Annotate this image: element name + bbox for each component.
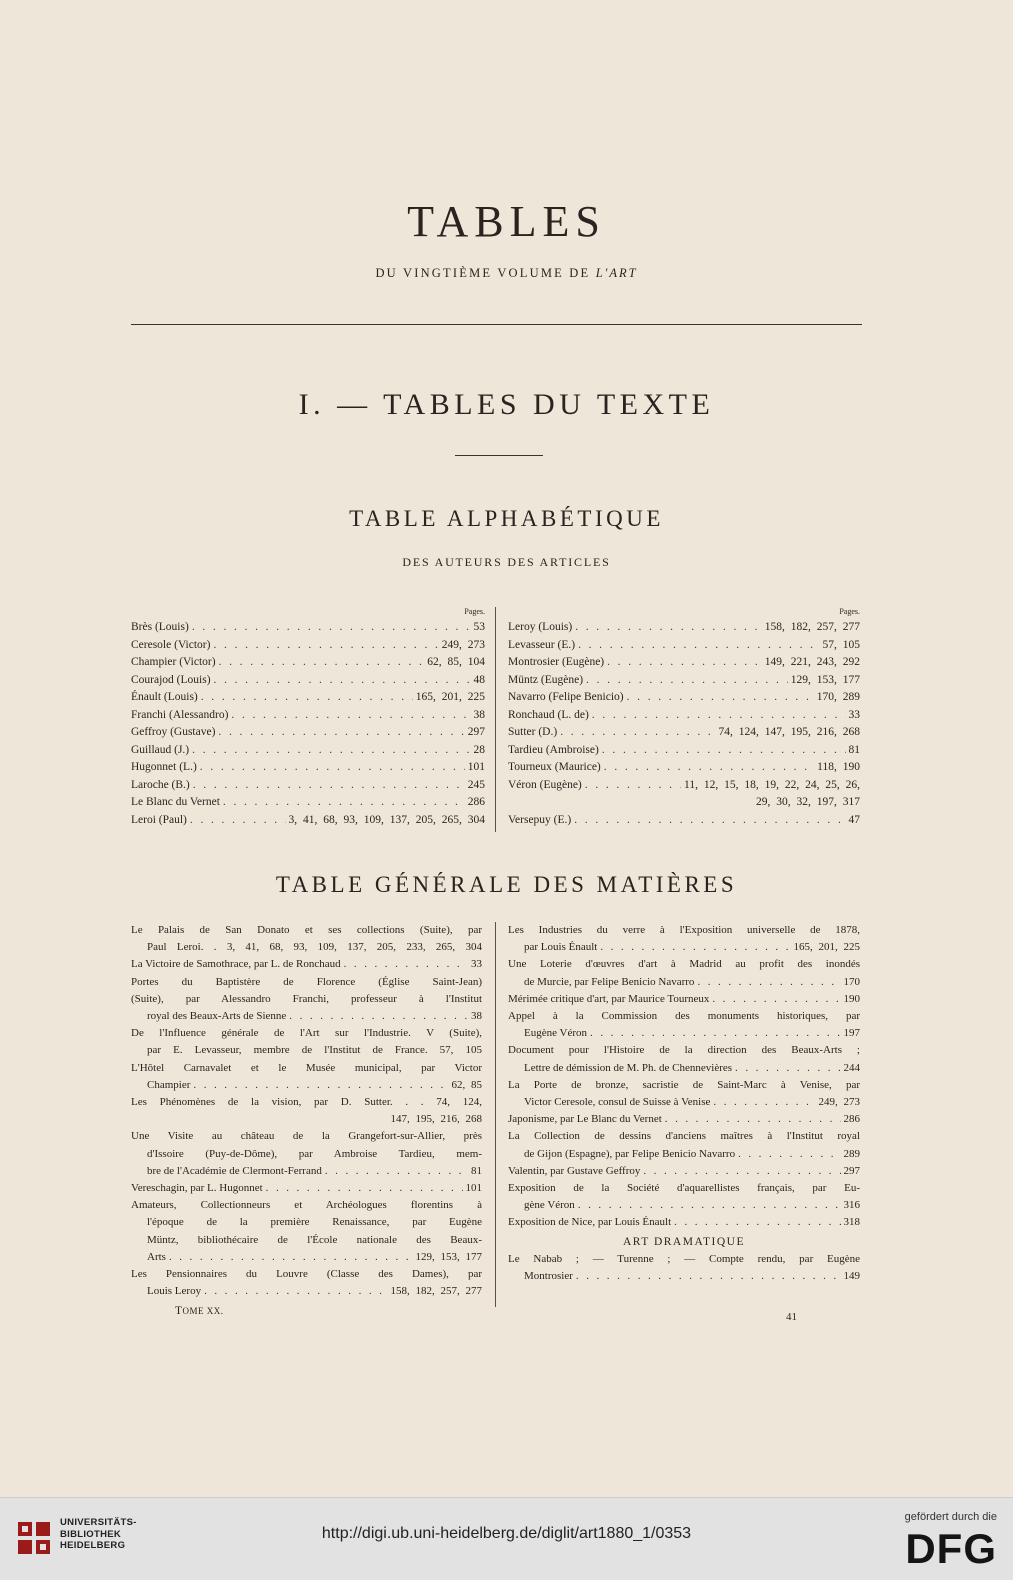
entry-row	[131, 724, 485, 742]
entry-name: Leroy (Louis)	[508, 621, 573, 633]
entry-pages: 245	[467, 778, 485, 791]
dot-leader	[218, 724, 464, 742]
library-name-line: BIBLIOTHEK	[60, 1528, 122, 1540]
entry-name: Müntz (Eugène)	[508, 673, 584, 686]
entry-row	[508, 1094, 860, 1111]
entry-name: Tourneux (Maurice)	[508, 761, 601, 773]
text-line: La Porte de bronze, sacristie de Saint-Marc à Venise, par	[508, 1078, 860, 1091]
dot-leader	[674, 1214, 840, 1231]
entry-name: Mérimée critique d'art, par Maurice Tourneux	[508, 992, 710, 1005]
dot-leader	[712, 991, 840, 1008]
text-line: Appel à la Commission des monuments historiques, par	[508, 1010, 860, 1023]
text-line: Exposition de la Société d'aquarellistes français, par Eu-	[508, 1182, 860, 1195]
entry-pages: 249, 273	[441, 638, 485, 651]
entry-pages: 57, 105	[822, 638, 860, 651]
entry-name: Vereschagin, par L. Hugonnet	[131, 1182, 263, 1195]
dot-leader	[223, 794, 465, 812]
text-line: Une Loterie d'œuvres d'art à Madrid au profit des inondés	[508, 958, 860, 971]
funding-label: gefördert durch die	[904, 1511, 997, 1523]
dot-leader	[231, 707, 470, 725]
entry-name: Valentin, par Gustave Geffroy	[508, 1164, 641, 1177]
dot-leader	[169, 1249, 413, 1266]
text-line: Müntz, bibliothécaire de l'École nationale des Beaux-	[147, 1233, 482, 1246]
entry-pages: 129, 153, 177	[790, 673, 860, 686]
entry-row	[508, 637, 860, 655]
dot-leader	[713, 1094, 815, 1111]
entry-pages: 11, 12, 15, 18, 19, 22, 24, 25, 26,	[684, 778, 860, 791]
entry-name: gène Véron	[524, 1199, 575, 1212]
authors-column-left	[131, 607, 485, 829]
entry-name: Ronchaud (L. de)	[508, 708, 589, 721]
page-subtitle	[0, 266, 1013, 281]
entry-name: Lettre de démission de M. Ph. de Chennevières	[524, 1061, 733, 1074]
entry-row	[508, 794, 860, 812]
dot-leader	[643, 1163, 840, 1180]
entry-row	[508, 1268, 860, 1285]
entry-pages: 158, 182, 257, 277	[390, 1285, 482, 1298]
text-line: d'Issoire (Puy-de-Dôme), par Ambroise Tardieu, mem-	[147, 1147, 482, 1160]
general-table-title: TABLE GÉNÉRALE DES MATIÈRES	[275, 872, 738, 897]
entry-row	[131, 637, 485, 655]
entry-pages: 297	[843, 1164, 860, 1177]
entry-pages: 29, 30, 32, 197, 317	[756, 796, 860, 808]
entry-row	[508, 1146, 860, 1163]
entry-name: bre de l'Académie de Clermont-Ferrand	[147, 1164, 322, 1177]
entry-name: Franchi (Alessandro)	[131, 708, 229, 721]
text-line: (Suite), par Alessandro Franchi, professeur à l'Institut	[131, 992, 482, 1005]
dfg-logo: DFG	[905, 1525, 997, 1572]
entry-pages: 38	[471, 1010, 482, 1023]
text-line: Les Phénomènes de la vision, par D. Sutter. . . 74, 124,	[131, 1096, 482, 1109]
entry-row	[131, 1180, 482, 1197]
dot-leader	[289, 1008, 468, 1025]
entry-name: Champier (Victor)	[131, 656, 216, 668]
entry-row	[131, 1249, 482, 1266]
entry-name: Tardieu (Ambroise)	[508, 743, 599, 756]
entry-row	[131, 742, 485, 760]
subtitle-italic: L'ART	[595, 266, 638, 280]
entry-pages: 3, 41, 68, 93, 109, 137, 205, 265, 304	[288, 813, 485, 826]
entry-row	[508, 1197, 860, 1214]
entry-row	[508, 707, 860, 725]
dot-leader	[738, 1146, 840, 1163]
dot-leader	[627, 689, 814, 707]
entry-row	[508, 939, 860, 956]
dot-leader	[204, 1283, 387, 1300]
entry-name: Véron (Eugène)	[508, 778, 582, 791]
entry-name: Le Blanc du Vernet	[131, 796, 220, 808]
viewer-footer	[0, 1497, 1013, 1580]
entry-name: de Murcie, par Felipe Benicio Navarro	[524, 975, 695, 988]
entry-name: Japonisme, par Le Blanc du Vernet	[508, 1113, 662, 1126]
entry-row	[508, 672, 860, 690]
entry-pages: 62, 85	[451, 1078, 482, 1091]
entry-pages: 249, 273	[818, 1096, 860, 1109]
entry-row	[131, 794, 485, 812]
entry-name: Brès (Louis)	[131, 621, 189, 633]
entry-pages: 38	[473, 708, 485, 721]
text-line: Les Pensionnaires du Louvre (Classe des Dames), par	[131, 1268, 482, 1281]
entry-pages: 170	[843, 975, 860, 988]
dot-leader	[607, 654, 762, 672]
entry-pages: 48	[473, 673, 485, 686]
entry-row	[131, 672, 485, 690]
entry-pages: 53	[473, 621, 485, 633]
entry-name: Courajod (Louis)	[131, 673, 211, 686]
text-line: De l'Influence générale de l'Art sur l'Industrie. V (Suite),	[131, 1027, 482, 1040]
dot-leader	[192, 742, 470, 760]
entry-name: Sutter (D.)	[508, 726, 558, 738]
entry-row	[131, 654, 485, 672]
dot-leader	[193, 1077, 448, 1094]
dot-leader	[576, 1268, 841, 1285]
contents-column-left	[131, 922, 482, 1300]
entry-row	[131, 1077, 482, 1094]
column-separator	[495, 922, 496, 1307]
dot-leader	[697, 974, 840, 991]
entry-pages: 81	[471, 1164, 482, 1177]
entry-row	[508, 777, 860, 795]
entry-pages: 318	[843, 1216, 860, 1229]
entry-row	[508, 619, 860, 637]
text-line: Portes du Baptistère de Florence (Église Saint-Jean)	[131, 975, 482, 988]
entry-pages: 129, 153, 177	[415, 1250, 482, 1263]
entry-row	[131, 956, 482, 973]
entry-name: Montrosier (Eugène)	[508, 656, 605, 668]
entry-name: Levasseur (E.)	[508, 638, 576, 651]
dot-leader	[578, 637, 819, 655]
entry-pages: 158, 182, 257, 277	[764, 621, 860, 633]
dot-leader	[213, 637, 438, 655]
entry-row	[131, 1283, 482, 1300]
pages-header: Pages.	[839, 607, 860, 616]
entry-name: Laroche (B.)	[131, 778, 190, 791]
dot-leader	[190, 812, 286, 830]
entry-pages: 149	[843, 1270, 860, 1283]
permalink-url[interactable]: http://digi.ub.uni-heidelberg.de/diglit/art1880_1/0353	[321, 1525, 692, 1542]
entry-name: Hugonnet (L.)	[131, 761, 197, 773]
entry-row	[508, 742, 860, 760]
entry-row	[508, 991, 860, 1008]
dot-leader	[214, 672, 471, 690]
entry-row	[508, 812, 860, 830]
entry-pages: 101	[465, 1182, 482, 1195]
entry-name: Leroi (Paul)	[131, 813, 187, 826]
entry-row	[508, 1163, 860, 1180]
entry-row	[131, 1008, 482, 1025]
text-line: Le Palais de San Donato et ses collections (Suite), par	[131, 924, 482, 936]
entry-pages: 165, 201, 225	[415, 691, 485, 703]
entry-pages: 81	[848, 743, 860, 756]
dot-leader	[575, 619, 762, 637]
text-line: La Collection de dessins d'anciens maîtres à l'Institut royal	[508, 1130, 860, 1143]
entry-name: Geffroy (Gustave)	[131, 726, 216, 738]
entry-name: Victor Ceresole, consul de Suisse à Venise	[524, 1096, 711, 1109]
authors-column-right	[508, 607, 860, 829]
dot-leader	[585, 777, 681, 795]
entry-pages: 118, 190	[817, 761, 860, 773]
entry-name: Énault (Louis)	[131, 691, 198, 703]
short-divider-rule	[455, 455, 543, 456]
dot-leader	[600, 939, 790, 956]
entry-name: royal des Beaux-Arts de Sienne	[147, 1010, 287, 1023]
entry-pages: 170, 289	[816, 691, 860, 703]
column-separator	[495, 607, 496, 832]
entry-row	[508, 759, 860, 777]
dot-leader	[192, 619, 471, 637]
entry-row	[131, 812, 485, 830]
entry-name: Eugène Véron	[524, 1027, 588, 1040]
volume-signature	[175, 1305, 224, 1317]
text-line: l'époque de la première Renaissance, par Eugène	[147, 1216, 482, 1229]
entry-name: Exposition de Nice, par Louis Énault	[508, 1216, 672, 1229]
pages-header: Pages.	[464, 607, 485, 616]
entry-row	[131, 777, 485, 795]
entry-row	[508, 1025, 860, 1042]
tome-initial: T	[175, 1305, 183, 1317]
alphabetical-table-title: TABLE ALPHABÉTIQUE	[349, 506, 664, 531]
entry-name: Montrosier	[524, 1270, 573, 1283]
entry-row	[131, 759, 485, 777]
dot-leader	[325, 1163, 468, 1180]
entry-row	[131, 619, 485, 637]
entry-pages: 47	[848, 813, 860, 826]
entry-name: Arts	[147, 1250, 166, 1263]
entry-name: Louis Leroy	[147, 1285, 202, 1298]
divider-rule	[131, 324, 862, 325]
subtitle-prefix: DU VINGTIÈME VOLUME DE	[375, 266, 591, 280]
entry-pages: 149, 221, 243, 292	[764, 656, 860, 668]
entry-name: Versepuy (E.)	[508, 813, 572, 826]
library-name-line: HEIDELBERG	[60, 1540, 126, 1551]
entry-pages: 101	[467, 761, 485, 773]
alphabetical-table-subtitle: DES AUTEURS DES ARTICLES	[402, 555, 611, 569]
entry-pages: 197	[843, 1027, 860, 1040]
tome-rest: OME XX.	[182, 1306, 224, 1316]
entry-row	[131, 707, 485, 725]
library-name-line: UNIVERSITÄTS-	[60, 1517, 137, 1528]
entry-row	[131, 689, 485, 707]
section-subheading: ART DRAMATIQUE	[622, 1235, 745, 1248]
entry-pages: 286	[843, 1113, 860, 1126]
entry-row	[131, 1163, 482, 1180]
entry-pages: 165, 201, 225	[793, 941, 860, 954]
entry-name: Ceresole (Victor)	[131, 638, 211, 651]
text-line: Le Nabab ; — Turenne ; — Compte rendu, par Eugène	[508, 1252, 860, 1265]
dot-leader	[590, 1025, 840, 1042]
entry-row	[508, 724, 860, 742]
entry-pages: 190	[843, 992, 860, 1005]
text-line: Paul Leroi. . 3, 41, 68, 93, 109, 137, 205, 233, 265, 304	[147, 941, 482, 954]
entry-row	[508, 1111, 860, 1128]
entry-row	[508, 689, 860, 707]
text-line: Amateurs, Collectionneurs et Archéologues florentins à	[131, 1199, 482, 1212]
dot-leader	[200, 759, 465, 777]
text-line: Une Visite au château de la Grangefort-sur-Allier, près	[131, 1130, 482, 1143]
entry-row	[508, 1214, 860, 1231]
dot-leader	[560, 724, 715, 742]
page-title: TABLES	[407, 197, 606, 246]
entry-pages: 62, 85, 104	[427, 656, 485, 668]
dot-leader	[201, 689, 413, 707]
text-line: Document pour l'Histoire de la direction des Beaux-Arts ;	[508, 1044, 860, 1057]
section-title: I. — TABLES DU TEXTE	[298, 388, 715, 421]
dot-leader	[574, 812, 845, 830]
entry-name: de Gijon (Espagne), par Felipe Benicio Navarro	[524, 1147, 736, 1160]
dot-leader	[578, 1197, 841, 1214]
entry-pages: 28	[473, 743, 485, 756]
entry-name: Guillaud (J.)	[131, 743, 190, 756]
dot-leader	[665, 1111, 841, 1128]
entry-row	[508, 1060, 860, 1077]
entry-name: par Louis Énault	[524, 941, 598, 954]
dot-leader	[604, 759, 814, 777]
entry-pages: 316	[843, 1199, 860, 1212]
dot-leader	[735, 1060, 840, 1077]
entry-pages: 289	[843, 1147, 860, 1160]
dot-leader	[193, 777, 465, 795]
dot-leader	[266, 1180, 463, 1197]
entry-pages: 33	[471, 958, 482, 971]
entry-pages: 286	[467, 796, 485, 808]
dot-leader	[602, 742, 846, 760]
entry-row	[508, 654, 860, 672]
dot-leader	[592, 707, 846, 725]
entry-pages: 297	[467, 726, 485, 738]
entry-pages: 74, 124, 147, 195, 216, 268	[718, 726, 860, 738]
entry-name: La Victoire de Samothrace, par L. de Ronchaud	[131, 958, 341, 971]
dot-leader	[219, 654, 425, 672]
dot-leader	[344, 956, 468, 973]
entry-name: Navarro (Felipe Benicio)	[508, 691, 624, 703]
text-line: L'Hôtel Carnavalet et le Musée municipal, par Victor	[131, 1061, 482, 1074]
entry-pages: 33	[848, 708, 860, 721]
text-line: par E. Levasseur, membre de l'Institut de France. 57, 105	[147, 1044, 482, 1057]
entry-row	[508, 974, 860, 991]
folio-number: 41	[786, 1311, 797, 1323]
entry-name: Champier	[147, 1078, 191, 1091]
contents-column-right	[508, 922, 860, 1285]
text-line: 147, 195, 216, 268	[390, 1113, 482, 1126]
text-line: Les Industries du verre à l'Exposition universelle de 1878,	[508, 924, 860, 936]
dot-leader	[586, 672, 788, 690]
entry-pages: 244	[843, 1061, 860, 1074]
